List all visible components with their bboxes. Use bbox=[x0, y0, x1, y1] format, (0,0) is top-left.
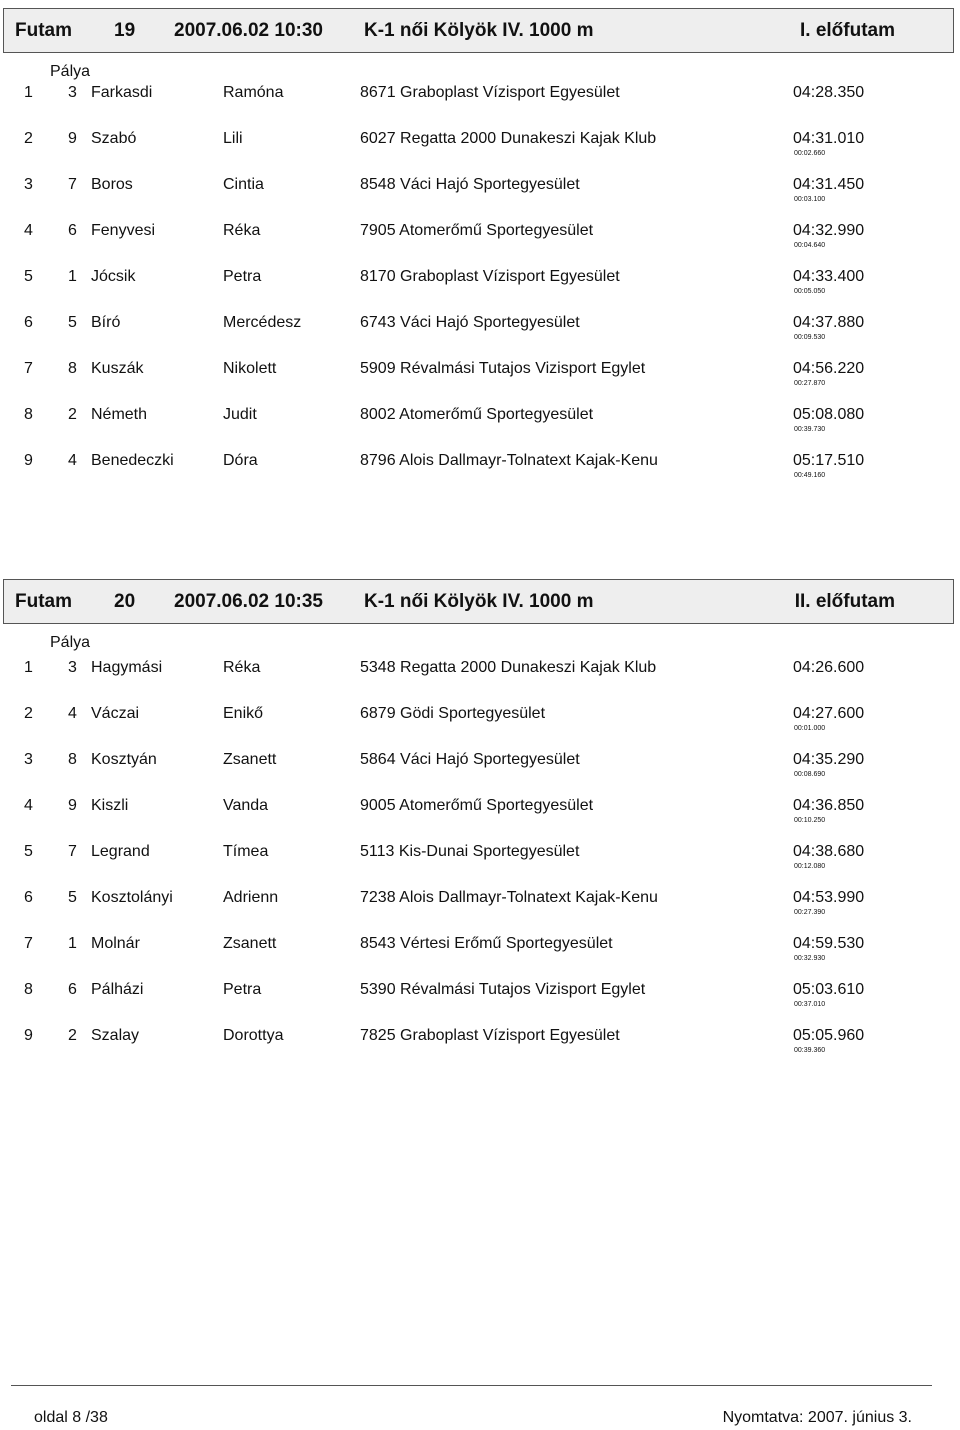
heat-round: II. előfutam bbox=[794, 591, 895, 612]
table-row bbox=[0, 406, 960, 446]
last-name: Pálházi bbox=[91, 981, 144, 998]
heat-number: 19 bbox=[114, 20, 136, 41]
time-diff: 00:10.250 bbox=[794, 817, 826, 824]
heat-datetime: 2007.06.02 10:30 bbox=[174, 20, 323, 41]
first-name: Zsanett bbox=[223, 751, 277, 768]
time: 04:33.400 bbox=[793, 268, 865, 285]
first-name: Mercédesz bbox=[223, 314, 302, 331]
place: 1 bbox=[24, 84, 33, 101]
last-name: Legrand bbox=[91, 843, 150, 860]
last-name: Farkasdi bbox=[91, 84, 153, 101]
time-diff: 00:27.870 bbox=[794, 380, 826, 387]
table-row bbox=[0, 452, 960, 492]
club: 5864 Váci Hajó Sportegyesület bbox=[360, 751, 580, 768]
last-name: Kosztolányi bbox=[91, 889, 173, 906]
first-name: Dorottya bbox=[223, 1027, 284, 1044]
club: 8548 Váci Hajó Sportegyesület bbox=[360, 176, 580, 193]
lane: 4 bbox=[68, 705, 77, 722]
place: 5 bbox=[24, 268, 33, 285]
time-diff: 00:32.930 bbox=[794, 955, 826, 962]
lane: 7 bbox=[68, 176, 77, 193]
place: 5 bbox=[24, 843, 33, 860]
last-name: Kiszli bbox=[91, 797, 129, 814]
table-row bbox=[0, 268, 960, 308]
first-name: Réka bbox=[223, 222, 261, 239]
place: 9 bbox=[24, 452, 33, 469]
lane: 5 bbox=[68, 889, 77, 906]
first-name: Petra bbox=[223, 268, 262, 285]
lane: 5 bbox=[68, 314, 77, 331]
print-date: Nyomtatva: 2007. június 3. bbox=[722, 1409, 912, 1426]
time-diff: 00:04.640 bbox=[794, 242, 826, 249]
table-row bbox=[0, 889, 960, 929]
heat-event: K-1 női Kölyök IV. 1000 m bbox=[364, 20, 594, 41]
table-row bbox=[0, 84, 960, 124]
lane-column-header: Pálya bbox=[50, 634, 91, 651]
last-name: Kuszák bbox=[91, 360, 144, 377]
place: 2 bbox=[24, 705, 33, 722]
last-name: Hagymási bbox=[91, 659, 163, 676]
last-name: Németh bbox=[91, 406, 148, 423]
place: 8 bbox=[24, 981, 33, 998]
time-diff: 00:37.010 bbox=[794, 1001, 826, 1008]
club: 9005 Atomerőmű Sportegyesület bbox=[360, 797, 594, 814]
first-name: Enikő bbox=[223, 705, 264, 722]
time: 04:28.350 bbox=[793, 84, 865, 101]
time-diff: 00:39.730 bbox=[794, 426, 826, 433]
first-name: Lili bbox=[223, 130, 243, 147]
time: 04:56.220 bbox=[793, 360, 865, 377]
first-name: Zsanett bbox=[223, 935, 277, 952]
time-diff: 00:01.000 bbox=[794, 725, 826, 732]
lane: 1 bbox=[68, 935, 77, 952]
club: 8671 Graboplast Vízisport Egyesület bbox=[360, 84, 620, 101]
club: 6027 Regatta 2000 Dunakeszi Kajak Klub bbox=[360, 130, 657, 147]
last-name: Molnár bbox=[91, 935, 140, 952]
time: 04:31.450 bbox=[793, 176, 865, 193]
time: 04:38.680 bbox=[793, 843, 865, 860]
heat-datetime: 2007.06.02 10:35 bbox=[174, 591, 323, 612]
club: 7825 Graboplast Vízisport Egyesület bbox=[360, 1027, 620, 1044]
table-row bbox=[0, 222, 960, 262]
time: 04:31.010 bbox=[793, 130, 865, 147]
club: 5348 Regatta 2000 Dunakeszi Kajak Klub bbox=[360, 659, 657, 676]
table-row bbox=[0, 360, 960, 400]
heat-number: 20 bbox=[114, 591, 136, 612]
lane: 2 bbox=[68, 406, 77, 423]
first-name: Petra bbox=[223, 981, 262, 998]
lane: 6 bbox=[68, 222, 77, 239]
time-diff: 00:49.160 bbox=[794, 472, 826, 479]
time-diff: 00:08.690 bbox=[794, 771, 826, 778]
lane: 2 bbox=[68, 1027, 77, 1044]
time: 04:27.600 bbox=[793, 705, 865, 722]
club: 6743 Váci Hajó Sportegyesület bbox=[360, 314, 580, 331]
table-row bbox=[0, 797, 960, 837]
time: 04:59.530 bbox=[793, 935, 865, 952]
place: 9 bbox=[24, 1027, 33, 1044]
time-diff: 00:09.530 bbox=[794, 334, 826, 341]
first-name: Réka bbox=[223, 659, 261, 676]
heat-header bbox=[3, 8, 954, 53]
table-row bbox=[0, 751, 960, 791]
table-row bbox=[0, 705, 960, 745]
first-name: Cintia bbox=[223, 176, 264, 193]
first-name: Dóra bbox=[223, 452, 258, 469]
time: 04:32.990 bbox=[793, 222, 865, 239]
lane-column-header: Pálya bbox=[50, 63, 91, 80]
time-diff: 00:39.360 bbox=[794, 1047, 826, 1054]
time-diff: 00:02.660 bbox=[794, 150, 826, 157]
time: 04:36.850 bbox=[793, 797, 865, 814]
lane: 6 bbox=[68, 981, 77, 998]
first-name: Judit bbox=[223, 406, 257, 423]
place: 1 bbox=[24, 659, 33, 676]
page-number: oldal 8 /38 bbox=[34, 1409, 108, 1426]
lane: 3 bbox=[68, 659, 77, 676]
table-row bbox=[0, 176, 960, 216]
lane: 9 bbox=[68, 797, 77, 814]
lane: 9 bbox=[68, 130, 77, 147]
place: 7 bbox=[24, 935, 33, 952]
heat-event: K-1 női Kölyök IV. 1000 m bbox=[364, 591, 594, 612]
lane: 3 bbox=[68, 84, 77, 101]
last-name: Váczai bbox=[91, 705, 140, 722]
time: 05:17.510 bbox=[793, 452, 865, 469]
time: 04:35.290 bbox=[793, 751, 865, 768]
lane: 7 bbox=[68, 843, 77, 860]
time: 04:26.600 bbox=[793, 659, 865, 676]
club: 5390 Révalmási Tutajos Vizisport Egylet bbox=[360, 981, 646, 998]
club: 7905 Atomerőmű Sportegyesület bbox=[360, 222, 594, 239]
last-name: Bíró bbox=[91, 314, 121, 331]
first-name: Ramóna bbox=[223, 84, 284, 101]
footer-divider bbox=[11, 1385, 932, 1386]
time-diff: 00:05.050 bbox=[794, 288, 826, 295]
club: 8543 Vértesi Erőmű Sportegyesület bbox=[360, 935, 613, 952]
time: 04:53.990 bbox=[793, 889, 865, 906]
place: 4 bbox=[24, 222, 33, 239]
last-name: Jócsik bbox=[91, 268, 136, 285]
time-diff: 00:27.390 bbox=[794, 909, 826, 916]
place: 8 bbox=[24, 406, 33, 423]
lane: 8 bbox=[68, 751, 77, 768]
first-name: Adrienn bbox=[223, 889, 279, 906]
time: 05:03.610 bbox=[793, 981, 865, 998]
heat-label: Futam bbox=[15, 20, 72, 41]
place: 3 bbox=[24, 176, 33, 193]
heat-header bbox=[3, 579, 954, 624]
last-name: Kosztyán bbox=[91, 751, 157, 768]
last-name: Boros bbox=[91, 176, 133, 193]
club: 5113 Kis-Dunai Sportegyesület bbox=[360, 843, 580, 860]
first-name: Vanda bbox=[223, 797, 269, 814]
last-name: Benedeczki bbox=[91, 452, 174, 469]
club: 8170 Graboplast Vízisport Egyesület bbox=[360, 268, 620, 285]
time-diff: 00:12.080 bbox=[794, 863, 826, 870]
first-name: Tímea bbox=[223, 843, 269, 860]
time: 05:05.960 bbox=[793, 1027, 865, 1044]
lane: 8 bbox=[68, 360, 77, 377]
place: 3 bbox=[24, 751, 33, 768]
time: 05:08.080 bbox=[793, 406, 865, 423]
club: 5909 Révalmási Tutajos Vizisport Egylet bbox=[360, 360, 646, 377]
table-row bbox=[0, 1027, 960, 1067]
time: 04:37.880 bbox=[793, 314, 865, 331]
table-row bbox=[0, 843, 960, 883]
place: 7 bbox=[24, 360, 33, 377]
club: 8002 Atomerőmű Sportegyesület bbox=[360, 406, 594, 423]
table-row bbox=[0, 314, 960, 354]
heat-round: I. előfutam bbox=[799, 20, 895, 41]
club: 8796 Alois Dallmayr-Tolnatext Kajak-Kenu bbox=[360, 452, 658, 469]
last-name: Szabó bbox=[91, 130, 137, 147]
last-name: Fenyvesi bbox=[91, 222, 156, 239]
club: 6879 Gödi Sportegyesület bbox=[360, 705, 546, 722]
last-name: Szalay bbox=[91, 1027, 140, 1044]
lane: 4 bbox=[68, 452, 77, 469]
table-row bbox=[0, 935, 960, 975]
table-row bbox=[0, 130, 960, 170]
table-row bbox=[0, 981, 960, 1021]
place: 2 bbox=[24, 130, 33, 147]
club: 7238 Alois Dallmayr-Tolnatext Kajak-Kenu bbox=[360, 889, 658, 906]
table-row bbox=[0, 659, 960, 699]
heat-label: Futam bbox=[15, 591, 72, 612]
place: 6 bbox=[24, 889, 33, 906]
place: 6 bbox=[24, 314, 33, 331]
first-name: Nikolett bbox=[223, 360, 277, 377]
place: 4 bbox=[24, 797, 33, 814]
time-diff: 00:03.100 bbox=[794, 196, 826, 203]
lane: 1 bbox=[68, 268, 77, 285]
